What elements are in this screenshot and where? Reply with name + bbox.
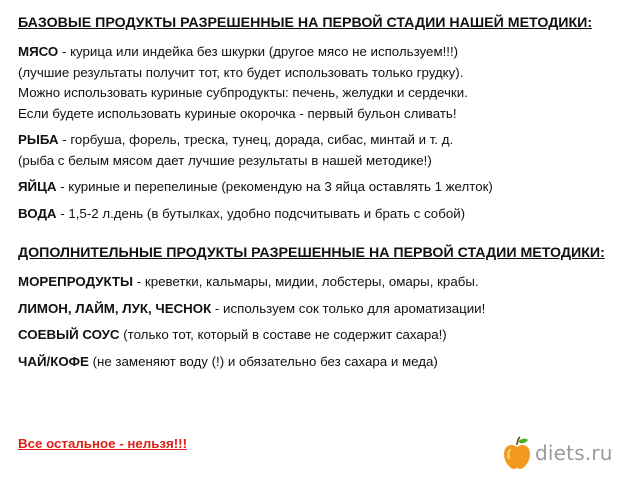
fish-paragraph: [18, 130, 618, 171]
lemon-text-1: - используем сок только для ароматизации!: [211, 300, 486, 316]
additional-products-heading: ДОПОЛНИТЕЛЬНЫЕ ПРОДУКТЫ РАЗРЕШЕННЫЕ НА ПЕРВОЙ СТАДИИ МЕТОДИКИ:: [18, 245, 605, 261]
soy-paragraph: [18, 325, 618, 346]
meat-label: МЯСО: [18, 44, 59, 59]
diet-document: [18, 14, 618, 378]
seafood-paragraph: [18, 272, 618, 293]
water-text-1: - 1,5-2 л.день (в бутылках, удобно подсчитывать и брать с собой): [56, 205, 466, 221]
basic-products-heading: БАЗОВЫЕ ПРОДУКТЫ РАЗРЕШЕННЫЕ НА ПЕРВОЙ СТАДИИ НАШЕЙ МЕТОДИКИ:: [18, 15, 593, 31]
apple-icon: [502, 436, 532, 470]
meat-text-3: Можно использовать куриные субпродукты: печень, желудки и сердечки.: [18, 85, 468, 100]
forbidden-notice: Все остальное - нельзя!!!: [18, 436, 188, 451]
soy-label: СОЕВЫЙ СОУС: [18, 327, 120, 342]
meat-text-1: - курица или индейка без шкурки (другое мясо не используем!!!): [58, 44, 459, 59]
tea-paragraph: [18, 352, 618, 373]
water-paragraph: [18, 204, 618, 225]
lemon-paragraph: [18, 299, 618, 320]
fish-text-2: (рыба с белым мясом дает лучшие результаты в нашей методике!): [18, 152, 432, 168]
seafood-label: МОРЕПРОДУКТЫ: [18, 274, 134, 289]
eggs-paragraph: [18, 177, 618, 198]
eggs-label: ЯЙЦА: [18, 179, 57, 194]
logo-text: diets.ru: [535, 441, 613, 465]
fish-label: РЫБА: [18, 132, 59, 147]
meat-text-4: Если будете использовать куриные окорочка - первый бульон сливать!: [18, 105, 457, 121]
soy-text-1: (только тот, который в составе не содержит сахара!): [119, 327, 447, 342]
section-spacer: [18, 230, 618, 244]
meat-paragraph: [18, 42, 618, 124]
fish-text-1: - горбуша, форель, треска, тунец, дорада, сибас, минтай и т. д.: [58, 132, 454, 147]
tea-label: ЧАЙ/КОФЕ: [18, 353, 89, 369]
diets-logo: [502, 436, 613, 470]
lemon-label: ЛИМОН, ЛАЙМ, ЛУК, ЧЕСНОК: [18, 300, 212, 316]
seafood-text-1: - креветки, кальмары, мидии, лобстеры, омары, крабы.: [133, 274, 479, 289]
eggs-text-1: - куриные и перепелиные (рекомендую на 3 яйца оставлять 1 желток): [56, 179, 493, 194]
tea-text-1: (не заменяют воду (!) и обязательно без сахара и меда): [88, 353, 438, 369]
meat-text-2: (лучшие результаты получит тот, кто будет использовать только грудку).: [18, 64, 464, 80]
water-label: ВОДА: [18, 205, 57, 221]
